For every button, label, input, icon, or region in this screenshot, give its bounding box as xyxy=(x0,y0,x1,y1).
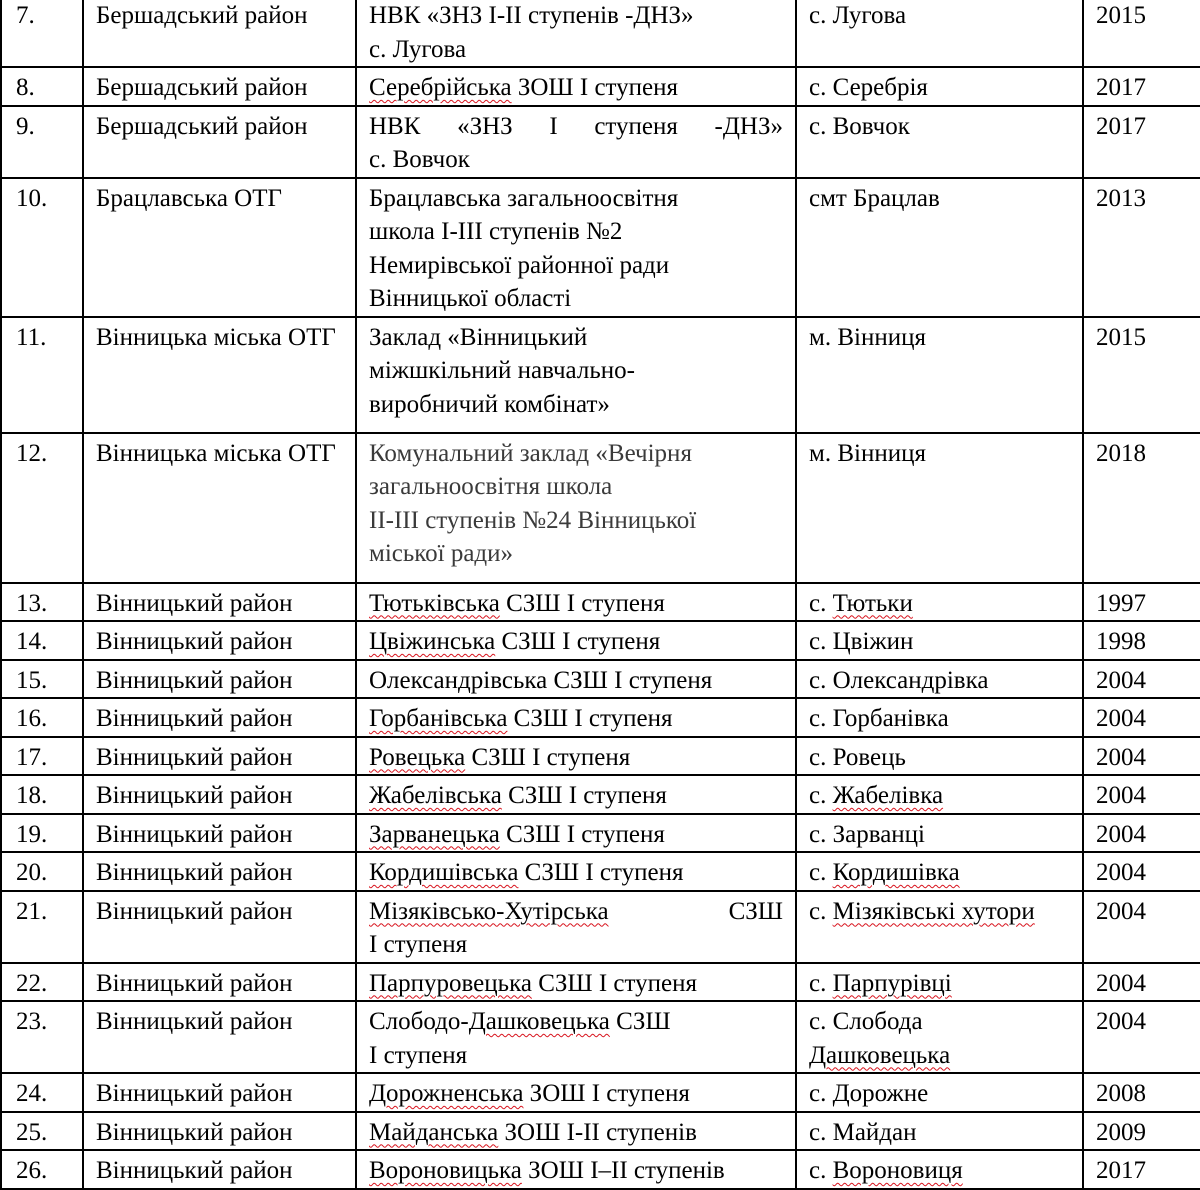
year-cell: 2017 xyxy=(1083,106,1200,178)
table-row xyxy=(1,1112,1200,1151)
settlement-cell xyxy=(796,775,1083,814)
settlement-name-line: с. Олександрівка xyxy=(809,666,989,694)
table-row xyxy=(1,0,1200,67)
table-row xyxy=(1,583,1200,622)
school-name-line: школа І-ІІІ ступенів №2 xyxy=(369,218,623,245)
school-name-line: Дорожненська ЗОШ І ступеня xyxy=(369,1080,690,1107)
district-text: Вінницький район xyxy=(96,820,293,848)
district-text: Вінницький район xyxy=(96,1080,293,1107)
row-number-cell: 18. xyxy=(1,775,83,814)
year-cell: 2013 xyxy=(1083,178,1200,317)
settlement-cell xyxy=(796,1073,1083,1112)
settlement-cell xyxy=(796,737,1083,776)
settlement-cell xyxy=(796,67,1083,106)
settlement-cell xyxy=(796,1001,1083,1073)
school-name-line: виробничий комбінат» xyxy=(369,390,610,418)
school-name-line: Ровецька СЗШ І ступеня xyxy=(369,743,631,771)
settlement-cell xyxy=(796,1150,1083,1189)
table-row xyxy=(1,814,1200,853)
settlement-name-line: с. Слобода xyxy=(809,1008,923,1035)
school-cell xyxy=(356,775,796,814)
district-text: Вінницький район xyxy=(96,859,293,886)
district-text: Бершадський район xyxy=(96,112,308,140)
school-name-line: Вінницької області xyxy=(369,285,572,312)
school-name-line: Серебрійська ЗОШ І ступеня xyxy=(369,74,678,101)
school-name-line: міської ради» xyxy=(369,540,514,567)
row-number-cell: 12. xyxy=(1,433,83,583)
settlement-name-line: с. Цвіжин xyxy=(809,628,914,655)
year-cell: 2004 xyxy=(1083,963,1200,1002)
year-cell: 1997 xyxy=(1083,583,1200,622)
settlement-name-line: смт Брацлав xyxy=(809,184,940,212)
spellcheck-flagged-word: Жабелівська xyxy=(369,782,502,809)
school-cell xyxy=(356,737,796,776)
settlement-name-line: с. Горбанівка xyxy=(809,705,949,732)
school-cell xyxy=(356,698,796,737)
row-number-cell: 11. xyxy=(1,317,83,433)
school-cell xyxy=(356,891,796,963)
district-cell xyxy=(83,583,356,622)
settlement-name-line: с. Жабелівка xyxy=(809,782,944,809)
table-row xyxy=(1,1150,1200,1189)
settlement-name-line: с. Серебрія xyxy=(809,74,928,101)
school-cell xyxy=(356,1001,796,1073)
district-text: Брацлавська ОТГ xyxy=(96,184,282,212)
school-name-line: Майданська ЗОШ І-ІІ ступенів xyxy=(369,1118,697,1146)
table-row xyxy=(1,1073,1200,1112)
district-cell xyxy=(83,1150,356,1189)
school-name-line: с. Вовчок xyxy=(369,146,470,173)
spellcheck-flagged-word: Вороновицька xyxy=(369,1157,522,1184)
row-number-cell: 15. xyxy=(1,660,83,699)
school-name-line: Немирівської районної ради xyxy=(369,251,670,279)
district-cell xyxy=(83,1001,356,1073)
table-row xyxy=(1,963,1200,1002)
settlement-name-line: с. Парпурівці xyxy=(809,969,952,997)
district-cell xyxy=(83,1073,356,1112)
spellcheck-flagged-word: Мізяківсько-Хутірська xyxy=(369,897,609,925)
district-text: Вінницька міська ОТГ xyxy=(96,439,336,467)
row-number-cell: 13. xyxy=(1,583,83,622)
district-text: Бершадський район xyxy=(96,2,308,29)
year-cell: 2004 xyxy=(1083,814,1200,853)
row-number-cell: 9. xyxy=(1,106,83,178)
year-cell: 2004 xyxy=(1083,891,1200,963)
district-text: Вінницький район xyxy=(96,897,293,925)
settlement-cell xyxy=(796,814,1083,853)
table-row xyxy=(1,106,1200,178)
table-row xyxy=(1,698,1200,737)
district-cell xyxy=(83,775,356,814)
table-row xyxy=(1,1001,1200,1073)
school-cell xyxy=(356,178,796,317)
settlement-cell xyxy=(796,891,1083,963)
district-text: Вінницький район xyxy=(96,1118,293,1146)
table-row xyxy=(1,178,1200,317)
spellcheck-flagged-word: Дашковецька xyxy=(468,1008,610,1035)
year-cell: 2017 xyxy=(1083,67,1200,106)
settlement-name-line: с. Мізяківські хутори xyxy=(809,897,1035,925)
settlement-cell xyxy=(796,1112,1083,1151)
district-cell xyxy=(83,1112,356,1151)
row-number-cell: 26. xyxy=(1,1150,83,1189)
spellcheck-flagged-word: Серебрійська xyxy=(369,74,512,101)
table-row xyxy=(1,433,1200,583)
district-text: Бершадський район xyxy=(96,74,308,101)
row-number-cell: 17. xyxy=(1,737,83,776)
school-cell xyxy=(356,963,796,1002)
settlement-cell xyxy=(796,583,1083,622)
district-cell xyxy=(83,67,356,106)
district-cell xyxy=(83,737,356,776)
row-number-cell: 22. xyxy=(1,963,83,1002)
school-name-line: Вороновицька ЗОШ І–ІІ ступенів xyxy=(369,1157,725,1184)
district-cell xyxy=(83,621,356,660)
settlement-cell xyxy=(796,963,1083,1002)
spellcheck-flagged-word: Кордишівська xyxy=(369,859,519,886)
district-cell xyxy=(83,660,356,699)
district-text: Вінницький район xyxy=(96,782,293,809)
district-cell xyxy=(83,317,356,433)
settlement-cell xyxy=(796,621,1083,660)
settlement-cell xyxy=(796,660,1083,699)
school-name-line: с. Лугова xyxy=(369,35,467,63)
school-cell xyxy=(356,1073,796,1112)
row-number-cell: 7. xyxy=(1,0,83,67)
settlement-cell xyxy=(796,698,1083,737)
row-number-cell: 24. xyxy=(1,1073,83,1112)
district-cell xyxy=(83,698,356,737)
row-number-cell: 21. xyxy=(1,891,83,963)
district-cell xyxy=(83,852,356,891)
settlement-name-line xyxy=(809,1039,1070,1073)
row-number-cell: 8. xyxy=(1,67,83,106)
school-cell xyxy=(356,0,796,67)
table-row xyxy=(1,737,1200,776)
school-name-line: Заклад «Вінницький xyxy=(369,323,588,351)
year-cell: 2009 xyxy=(1083,1112,1200,1151)
row-number-cell: 25. xyxy=(1,1112,83,1151)
district-cell xyxy=(83,814,356,853)
school-cell xyxy=(356,621,796,660)
settlement-cell xyxy=(796,433,1083,583)
settlement-name-line: с. Майдан xyxy=(809,1118,917,1146)
table-row xyxy=(1,317,1200,433)
year-cell: 2004 xyxy=(1083,1001,1200,1073)
school-name-line: Комунальний заклад «Вечірня xyxy=(369,439,692,467)
year-cell: 2008 xyxy=(1083,1073,1200,1112)
settlement-cell xyxy=(796,178,1083,317)
spellcheck-flagged-word: Дашковецька xyxy=(809,1041,951,1069)
row-number-cell: 16. xyxy=(1,698,83,737)
year-cell: 2004 xyxy=(1083,775,1200,814)
settlement-name-line: с. Ровець xyxy=(809,743,906,771)
spellcheck-flagged-word: Вороновиця xyxy=(832,1157,963,1184)
table-row xyxy=(1,660,1200,699)
school-name-line: І ступеня xyxy=(369,1041,468,1069)
school-cell xyxy=(356,814,796,853)
school-name-line: ІІ-ІІІ ступенів №24 Вінницької xyxy=(369,506,697,534)
school-cell xyxy=(356,317,796,433)
settlement-cell xyxy=(796,317,1083,433)
settlement-name-line: с. Тютьки xyxy=(809,589,913,617)
settlement-name-line: м. Вінниця xyxy=(809,323,926,351)
district-text: Вінницький район xyxy=(96,969,293,997)
district-text: Вінницька міська ОТГ xyxy=(96,323,336,351)
district-cell xyxy=(83,891,356,963)
school-name-line: Олександрівська СЗШ І ступеня xyxy=(369,666,713,694)
year-cell: 2015 xyxy=(1083,0,1200,67)
year-cell: 1998 xyxy=(1083,621,1200,660)
table-row xyxy=(1,891,1200,963)
settlement-name-line: с. Вороновиця xyxy=(809,1157,963,1184)
spellcheck-flagged-word: Зарванецька xyxy=(369,820,500,848)
school-name-line: Слободо-Дашковецька СЗШ xyxy=(369,1008,671,1035)
district-text: Вінницький район xyxy=(96,743,293,771)
spellcheck-flagged-word: Парпурівці xyxy=(832,969,952,997)
spellcheck-flagged-word: Майданська xyxy=(369,1118,499,1146)
school-name-line: Жабелівська СЗШ І ступеня xyxy=(369,782,667,809)
school-name-line: І ступеня xyxy=(369,931,468,958)
school-cell xyxy=(356,67,796,106)
spellcheck-flagged-word: Тютьківська xyxy=(369,589,500,617)
school-name-line: НВК «ЗНЗ І ступеня -ДНЗ» xyxy=(369,112,783,140)
settlement-name-line: с. Лугова xyxy=(809,2,907,29)
spellcheck-flagged-word: Жабелівка xyxy=(832,782,944,809)
school-name-line: НВК «ЗНЗ І-ІІ ступенів -ДНЗ» xyxy=(369,2,694,29)
district-cell xyxy=(83,963,356,1002)
settlement-name-line: с. Дорожне xyxy=(809,1080,929,1107)
district-text: Вінницький район xyxy=(96,705,293,732)
year-cell: 2015 xyxy=(1083,317,1200,433)
spellcheck-flagged-word: Мізяківські хутори xyxy=(832,897,1035,925)
school-name-line: міжшкільний навчально- xyxy=(369,357,635,384)
row-number-cell: 19. xyxy=(1,814,83,853)
year-cell: 2017 xyxy=(1083,1150,1200,1189)
settlement-cell xyxy=(796,106,1083,178)
school-cell xyxy=(356,433,796,583)
school-cell xyxy=(356,660,796,699)
settlement-cell xyxy=(796,852,1083,891)
spellcheck-flagged-word: Дорожненська xyxy=(369,1080,524,1107)
schools-table-body xyxy=(1,0,1200,1189)
school-cell xyxy=(356,852,796,891)
table-row xyxy=(1,621,1200,660)
district-cell xyxy=(83,106,356,178)
year-cell: 2004 xyxy=(1083,698,1200,737)
spellcheck-flagged-word: Парпуровецька xyxy=(369,969,532,997)
row-number-cell: 20. xyxy=(1,852,83,891)
district-text: Вінницький район xyxy=(96,666,293,694)
school-name-line: Парпуровецька СЗШ І ступеня xyxy=(369,969,697,997)
row-number-cell: 14. xyxy=(1,621,83,660)
school-name-line: загальноосвітня школа xyxy=(369,473,613,500)
school-cell xyxy=(356,1150,796,1189)
school-name-line: Кордишівська СЗШ І ступеня xyxy=(369,859,684,886)
settlement-name-line: с. Зарванці xyxy=(809,820,925,848)
school-cell xyxy=(356,1112,796,1151)
settlement-name-line: м. Вінниця xyxy=(809,439,926,467)
district-cell xyxy=(83,178,356,317)
year-cell: 2018 xyxy=(1083,433,1200,583)
year-cell: 2004 xyxy=(1083,737,1200,776)
school-name-line: Цвіжинська СЗШ І ступеня xyxy=(369,628,661,655)
district-cell xyxy=(83,433,356,583)
district-text: Вінницький район xyxy=(96,1008,293,1035)
school-cell xyxy=(356,106,796,178)
district-text: Вінницький район xyxy=(96,1157,293,1184)
settlement-name-line: с. Кордишівка xyxy=(809,859,960,886)
settlement-cell xyxy=(796,0,1083,67)
school-name-line: Зарванецька СЗШ І ступеня xyxy=(369,820,665,848)
table-row xyxy=(1,775,1200,814)
spellcheck-flagged-word: Цвіжинська xyxy=(369,628,496,655)
year-cell: 2004 xyxy=(1083,660,1200,699)
table-row xyxy=(1,67,1200,106)
settlement-name-line: с. Вовчок xyxy=(809,112,910,140)
school-name-line: Горбанівська СЗШ І ступеня xyxy=(369,705,673,732)
school-name-line: Мізяківсько-Хутірська СЗШ xyxy=(369,897,783,925)
year-cell: 2004 xyxy=(1083,852,1200,891)
school-cell xyxy=(356,583,796,622)
table-row xyxy=(1,852,1200,891)
row-number-cell: 23. xyxy=(1,1001,83,1073)
district-text: Вінницький район xyxy=(96,589,293,617)
district-text: Вінницький район xyxy=(96,628,293,655)
school-name-line: Брацлавська загальноосвітня xyxy=(369,184,679,212)
row-number-cell: 10. xyxy=(1,178,83,317)
spellcheck-flagged-word: Ровецька xyxy=(369,743,466,771)
spellcheck-flagged-word: Горбанівська xyxy=(369,705,508,732)
spellcheck-flagged-word: Кордишівка xyxy=(832,859,960,886)
spellcheck-flagged-word: Тютьки xyxy=(832,589,913,617)
school-name-line: Тютьківська СЗШ І ступеня xyxy=(369,589,665,617)
district-cell xyxy=(83,0,356,67)
